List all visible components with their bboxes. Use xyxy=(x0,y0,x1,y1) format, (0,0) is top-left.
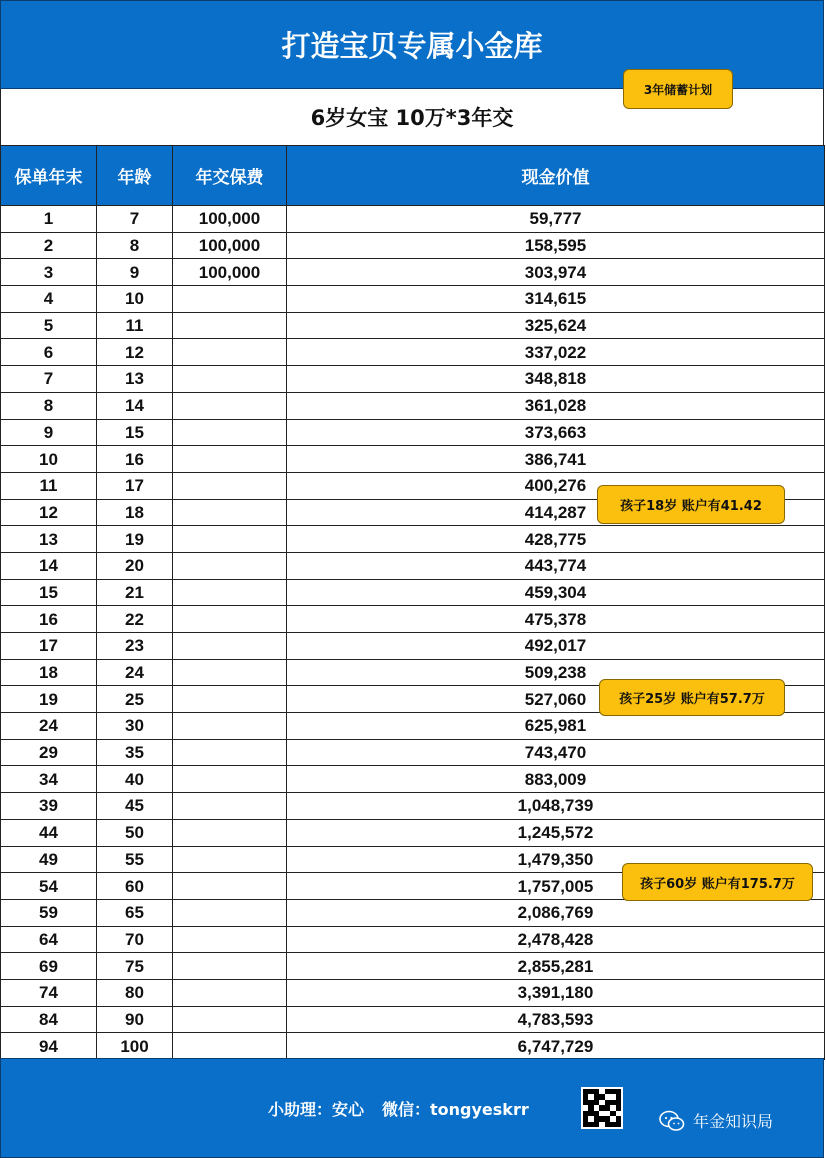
cell-cash-value: 459,304 xyxy=(287,579,825,606)
cell-cash-value: 373,663 xyxy=(287,419,825,446)
cell-cash-value: 2,855,281 xyxy=(287,953,825,980)
wechat-account xyxy=(659,1109,773,1132)
cell-annual-premium xyxy=(173,979,287,1006)
cell-cash-value: 2,478,428 xyxy=(287,926,825,953)
cell-age: 55 xyxy=(97,846,173,873)
cell-policy-year: 4 xyxy=(1,286,97,313)
cell-age: 10 xyxy=(97,286,173,313)
footer xyxy=(0,1058,824,1158)
table-row xyxy=(1,206,825,233)
cell-annual-premium xyxy=(173,552,287,579)
cell-cash-value: 475,378 xyxy=(287,606,825,633)
cell-policy-year: 64 xyxy=(1,926,97,953)
cell-policy-year: 19 xyxy=(1,686,97,713)
table-row xyxy=(1,899,825,926)
cell-policy-year: 59 xyxy=(1,899,97,926)
cell-annual-premium xyxy=(173,766,287,793)
cell-age: 100 xyxy=(97,1033,173,1060)
cell-annual-premium xyxy=(173,1006,287,1033)
cell-policy-year: 8 xyxy=(1,392,97,419)
cell-annual-premium xyxy=(173,846,287,873)
cell-age: 40 xyxy=(97,766,173,793)
note-age-25: 孩子25岁 账户有57.7万 xyxy=(599,679,785,716)
cell-policy-year: 10 xyxy=(1,446,97,473)
note-age-18: 孩子18岁 账户有41.42 xyxy=(597,485,785,524)
table-row xyxy=(1,819,825,846)
cell-annual-premium xyxy=(173,926,287,953)
assistant-name: 小助理：安心 xyxy=(268,1100,365,1119)
cell-policy-year: 17 xyxy=(1,633,97,660)
cell-policy-year: 11 xyxy=(1,472,97,499)
cell-age: 80 xyxy=(97,979,173,1006)
column-header-age: 年龄 xyxy=(97,146,173,206)
cell-annual-premium xyxy=(173,312,287,339)
cell-annual-premium xyxy=(173,526,287,553)
cell-policy-year: 3 xyxy=(1,259,97,286)
footer-contact xyxy=(268,1097,529,1120)
cell-age: 70 xyxy=(97,926,173,953)
cell-policy-year: 13 xyxy=(1,526,97,553)
cell-cash-value: 1,048,739 xyxy=(287,793,825,820)
cell-age: 19 xyxy=(97,526,173,553)
table-row xyxy=(1,926,825,953)
table-row xyxy=(1,606,825,633)
cell-policy-year: 24 xyxy=(1,713,97,740)
cell-cash-value: 1,245,572 xyxy=(287,819,825,846)
cell-age: 12 xyxy=(97,339,173,366)
wechat-icon xyxy=(659,1110,685,1132)
qr-code-icon xyxy=(581,1087,623,1129)
cell-policy-year: 5 xyxy=(1,312,97,339)
cell-policy-year: 18 xyxy=(1,659,97,686)
cell-age: 60 xyxy=(97,873,173,900)
cell-age: 11 xyxy=(97,312,173,339)
cash-value-table xyxy=(0,145,825,1060)
cell-cash-value: 443,774 xyxy=(287,552,825,579)
cell-policy-year: 39 xyxy=(1,793,97,820)
cell-age: 45 xyxy=(97,793,173,820)
cell-age: 13 xyxy=(97,366,173,393)
cell-policy-year: 15 xyxy=(1,579,97,606)
cell-annual-premium xyxy=(173,793,287,820)
cell-cash-value: 303,974 xyxy=(287,259,825,286)
cell-cash-value: 337,022 xyxy=(287,339,825,366)
cell-cash-value: 158,595 xyxy=(287,232,825,259)
cell-annual-premium xyxy=(173,606,287,633)
page-title: 打造宝贝专属小金库 xyxy=(0,0,824,89)
table-row xyxy=(1,286,825,313)
cell-annual-premium xyxy=(173,286,287,313)
cell-annual-premium: 100,000 xyxy=(173,206,287,233)
table-body xyxy=(1,206,825,1060)
table-row xyxy=(1,419,825,446)
cell-cash-value: 4,783,593 xyxy=(287,1006,825,1033)
cell-cash-value: 59,777 xyxy=(287,206,825,233)
plan-badge: 3年储蓄计划 xyxy=(623,69,733,109)
cell-age: 90 xyxy=(97,1006,173,1033)
cell-cash-value: 527,060 xyxy=(287,686,825,713)
table-row xyxy=(1,259,825,286)
table-row xyxy=(1,1033,825,1060)
cell-cash-value: 883,009 xyxy=(287,766,825,793)
cell-cash-value: 386,741 xyxy=(287,446,825,473)
cell-age: 8 xyxy=(97,232,173,259)
cell-cash-value: 625,981 xyxy=(287,713,825,740)
cell-annual-premium xyxy=(173,472,287,499)
cell-cash-value: 314,615 xyxy=(287,286,825,313)
cell-policy-year: 16 xyxy=(1,606,97,633)
cell-age: 20 xyxy=(97,552,173,579)
table-row xyxy=(1,339,825,366)
table-row xyxy=(1,446,825,473)
cell-cash-value: 6,747,729 xyxy=(287,1033,825,1060)
table-row xyxy=(1,953,825,980)
cell-annual-premium xyxy=(173,419,287,446)
table-row xyxy=(1,232,825,259)
cell-cash-value: 428,775 xyxy=(287,526,825,553)
cell-policy-year: 14 xyxy=(1,552,97,579)
cell-annual-premium xyxy=(173,686,287,713)
wechat-id: 微信：tongyeskrr xyxy=(382,1100,529,1119)
table-row xyxy=(1,312,825,339)
cell-cash-value: 743,470 xyxy=(287,739,825,766)
table-row xyxy=(1,713,825,740)
cell-annual-premium: 100,000 xyxy=(173,232,287,259)
cell-age: 50 xyxy=(97,819,173,846)
cell-policy-year: 84 xyxy=(1,1006,97,1033)
cell-cash-value: 348,818 xyxy=(287,366,825,393)
cell-cash-value: 325,624 xyxy=(287,312,825,339)
cell-policy-year: 74 xyxy=(1,979,97,1006)
cell-age: 25 xyxy=(97,686,173,713)
cell-age: 17 xyxy=(97,472,173,499)
cell-annual-premium xyxy=(173,739,287,766)
cell-age: 9 xyxy=(97,259,173,286)
cell-policy-year: 54 xyxy=(1,873,97,900)
cell-age: 75 xyxy=(97,953,173,980)
cell-policy-year: 2 xyxy=(1,232,97,259)
cell-cash-value: 1,479,350 xyxy=(287,846,825,873)
plan-subtitle: 6岁女宝 10万*3年交 xyxy=(0,89,824,145)
cell-age: 65 xyxy=(97,899,173,926)
cell-policy-year: 34 xyxy=(1,766,97,793)
cell-cash-value: 2,086,769 xyxy=(287,899,825,926)
note-age-60: 孩子60岁 账户有175.7万 xyxy=(622,863,813,901)
cell-age: 7 xyxy=(97,206,173,233)
cell-annual-premium: 100,000 xyxy=(173,259,287,286)
cell-policy-year: 29 xyxy=(1,739,97,766)
cell-annual-premium xyxy=(173,579,287,606)
cell-age: 35 xyxy=(97,739,173,766)
cell-age: 14 xyxy=(97,392,173,419)
cell-annual-premium xyxy=(173,499,287,526)
table-row xyxy=(1,633,825,660)
cell-policy-year: 49 xyxy=(1,846,97,873)
table-row xyxy=(1,579,825,606)
cell-annual-premium xyxy=(173,633,287,660)
column-header-annual-premium: 年交保费 xyxy=(173,146,287,206)
cell-policy-year: 44 xyxy=(1,819,97,846)
cell-age: 22 xyxy=(97,606,173,633)
table-row xyxy=(1,979,825,1006)
cell-cash-value: 361,028 xyxy=(287,392,825,419)
table-row xyxy=(1,392,825,419)
table-row xyxy=(1,793,825,820)
cell-annual-premium xyxy=(173,873,287,900)
cell-cash-value: 414,287 xyxy=(287,499,825,526)
cell-cash-value: 492,017 xyxy=(287,633,825,660)
cell-age: 18 xyxy=(97,499,173,526)
table-row xyxy=(1,526,825,553)
table-row xyxy=(1,1006,825,1033)
cell-policy-year: 9 xyxy=(1,419,97,446)
cell-annual-premium xyxy=(173,659,287,686)
table-row xyxy=(1,739,825,766)
cell-cash-value: 400,276 xyxy=(287,472,825,499)
column-header-cash-value: 现金价值 xyxy=(287,146,825,206)
cell-annual-premium xyxy=(173,713,287,740)
cell-age: 21 xyxy=(97,579,173,606)
table-row xyxy=(1,552,825,579)
cell-annual-premium xyxy=(173,366,287,393)
cell-age: 30 xyxy=(97,713,173,740)
cell-cash-value: 509,238 xyxy=(287,659,825,686)
cell-age: 15 xyxy=(97,419,173,446)
cell-annual-premium xyxy=(173,446,287,473)
cell-age: 24 xyxy=(97,659,173,686)
column-header-policy-year: 保单年末 xyxy=(1,146,97,206)
cell-annual-premium xyxy=(173,1033,287,1060)
cell-annual-premium xyxy=(173,339,287,366)
table-row xyxy=(1,766,825,793)
cell-policy-year: 7 xyxy=(1,366,97,393)
cell-policy-year: 1 xyxy=(1,206,97,233)
cell-cash-value: 3,391,180 xyxy=(287,979,825,1006)
cell-annual-premium xyxy=(173,953,287,980)
cell-cash-value: 1,757,005 xyxy=(287,873,825,900)
cell-annual-premium xyxy=(173,392,287,419)
cell-age: 16 xyxy=(97,446,173,473)
cell-policy-year: 69 xyxy=(1,953,97,980)
cell-policy-year: 12 xyxy=(1,499,97,526)
wechat-account-name: 年金知识局 xyxy=(693,1112,774,1131)
cell-policy-year: 94 xyxy=(1,1033,97,1060)
cell-annual-premium xyxy=(173,899,287,926)
table-row xyxy=(1,366,825,393)
cell-annual-premium xyxy=(173,819,287,846)
table-header-row xyxy=(1,146,825,206)
cell-policy-year: 6 xyxy=(1,339,97,366)
cell-age: 23 xyxy=(97,633,173,660)
